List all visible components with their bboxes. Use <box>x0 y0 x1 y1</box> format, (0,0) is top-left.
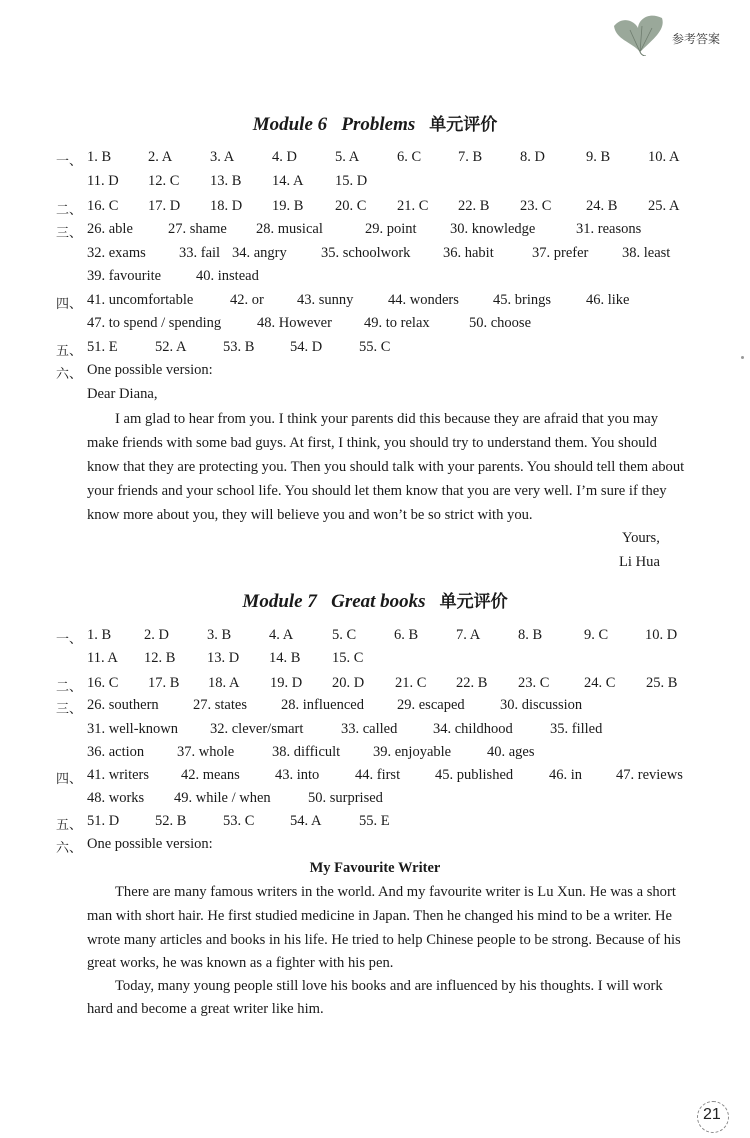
answer-item: 17. B <box>148 675 180 691</box>
answer-item: 45. published <box>435 767 514 783</box>
answer-item: 54. D <box>290 339 323 355</box>
answer-item: 16. C <box>87 675 119 691</box>
answer-item: 55. E <box>359 813 390 829</box>
answer-item: 29. point <box>365 221 417 237</box>
answer-item: 31. reasons <box>576 221 642 237</box>
answer-item: 42. means <box>181 767 240 783</box>
answer-item: 18. A <box>208 675 240 691</box>
module6-title <box>0 110 750 136</box>
answer-item: 22. B <box>456 675 488 691</box>
answer-item: 16. C <box>87 198 119 214</box>
answer-item: 52. B <box>155 813 187 829</box>
answer-item: 11. A <box>87 650 118 666</box>
answer-item: 15. D <box>335 173 368 189</box>
answer-item: 24. C <box>584 675 616 691</box>
answer-item: 1. B <box>87 627 112 643</box>
answer-item: 43. sunny <box>297 292 354 308</box>
answer-item: 31. well-known <box>87 721 179 737</box>
answer-item: 45. brings <box>493 292 551 308</box>
answer-item: 23. C <box>520 198 552 214</box>
answer-item: 39. favourite <box>87 268 162 284</box>
answer-item: 12. C <box>148 173 180 189</box>
answer-item: 30. knowledge <box>450 221 536 237</box>
essay-line: great works, he was known as a fighter with his pen. <box>87 955 394 971</box>
answer-item: 33. fail <box>179 245 221 261</box>
letter-line: know more about you, they will believe you and won’t be so strict with you. <box>87 507 533 523</box>
answer-item: 29. escaped <box>397 697 465 713</box>
answer-item: 49. to relax <box>364 315 430 331</box>
answer-item: 43. into <box>275 767 320 783</box>
answer-item: 48. However <box>257 315 332 331</box>
letter-closing: Yours, <box>622 530 660 546</box>
section-intro: One possible version: <box>87 836 213 852</box>
section-mark: 四、 <box>56 297 83 312</box>
answer-item: 40. ages <box>487 744 535 760</box>
answer-item: 41. writers <box>87 767 150 783</box>
answer-item: 28. influenced <box>281 697 364 713</box>
answer-item: 9. C <box>584 627 609 643</box>
section-mark: 五、 <box>56 818 83 833</box>
letter-line: make friends with some bad guys. At first, I think, you should try to understand them. You should <box>87 435 657 451</box>
answer-item: 27. shame <box>168 221 227 237</box>
module6-title-en: Module 6 Problems <box>252 114 416 135</box>
answer-item: 26. able <box>87 221 133 237</box>
module7-title-cn: 单元评价 <box>439 592 508 612</box>
answer-item: 13. B <box>210 173 242 189</box>
answer-item: 14. B <box>269 650 301 666</box>
section-mark: 三、 <box>56 702 83 717</box>
answer-item: 7. A <box>456 627 481 643</box>
answer-item: 40. instead <box>196 268 259 284</box>
essay-line: There are many famous writers in the world. And my favourite writer is Lu Xun. He was a short <box>115 884 676 900</box>
section-mark: 五、 <box>56 344 83 359</box>
answer-item: 25. B <box>646 675 678 691</box>
module7-title-en: Module 7 Great books <box>242 591 426 612</box>
page-number: 21 <box>703 1106 721 1123</box>
answer-item: 7. B <box>458 149 483 165</box>
answer-item: 50. choose <box>469 315 532 331</box>
module7-title <box>0 587 750 613</box>
answer-item: 17. D <box>148 198 181 214</box>
answer-item: 10. D <box>645 627 678 643</box>
answer-item: 8. D <box>520 149 545 165</box>
answer-item: 8. B <box>518 627 543 643</box>
answer-item: 35. schoolwork <box>321 245 411 261</box>
essay-line: Today, many young people still love his books and are influenced by his thoughts. I will work <box>115 978 663 994</box>
answer-item: 21. C <box>397 198 429 214</box>
answer-item: 4. A <box>269 627 294 643</box>
answer-item: 39. enjoyable <box>373 744 452 760</box>
answer-item: 36. action <box>87 744 145 760</box>
answer-item: 18. D <box>210 198 243 214</box>
letter-line: I am glad to hear from you. I think your parents did this because they are afraid that you may <box>115 411 659 427</box>
answer-item: 55. C <box>359 339 391 355</box>
answer-item: 4. D <box>272 149 297 165</box>
answer-item: 25. A <box>648 198 680 214</box>
answer-item: 26. southern <box>87 697 159 713</box>
answer-item: 21. C <box>395 675 427 691</box>
answer-item: 12. B <box>144 650 176 666</box>
section-mark: 二、 <box>56 203 83 218</box>
answer-item: 36. habit <box>443 245 494 261</box>
essay-line: man with short hair. He first studied medicine in Japan. Then he changed his mind to be a writer. He <box>87 908 672 924</box>
answer-item: 34. angry <box>232 245 287 261</box>
answer-item: 46. like <box>586 292 630 308</box>
answer-item: 11. D <box>87 173 119 189</box>
essay-title: My Favourite Writer <box>309 860 441 876</box>
answer-item: 23. C <box>518 675 550 691</box>
answer-item: 20. C <box>335 198 367 214</box>
answer-item: 50. surprised <box>308 790 383 806</box>
answer-item: 53. C <box>223 813 255 829</box>
answer-item: 30. discussion <box>500 697 583 713</box>
ginkgo-leaf-icon <box>612 12 668 56</box>
section-mark: 四、 <box>56 772 83 787</box>
answer-item: 37. prefer <box>532 245 589 261</box>
answer-item: 34. childhood <box>433 721 513 737</box>
answer-item: 6. C <box>397 149 422 165</box>
answer-item: 2. D <box>144 627 169 643</box>
answer-item: 48. works <box>87 790 145 806</box>
letter-greeting: Dear Diana, <box>87 386 158 402</box>
answer-item: 5. A <box>335 149 360 165</box>
answer-item: 32. clever/smart <box>210 721 304 737</box>
answer-item: 9. B <box>586 149 611 165</box>
header-label: 参考答案 <box>672 32 721 46</box>
answer-item: 44. first <box>355 767 401 783</box>
answer-item: 14. A <box>272 173 304 189</box>
edge-mark <box>741 356 744 359</box>
answer-item: 19. D <box>270 675 303 691</box>
answer-item: 46. in <box>549 767 583 783</box>
letter-signature: Li Hua <box>619 554 660 570</box>
answer-item: 52. A <box>155 339 187 355</box>
answer-item: 33. called <box>341 721 398 737</box>
answer-item: 51. E <box>87 339 118 355</box>
answer-item: 35. filled <box>550 721 603 737</box>
section-mark: 六、 <box>56 841 83 856</box>
answer-item: 47. reviews <box>616 767 683 783</box>
answer-item: 32. exams <box>87 245 146 261</box>
answer-item: 10. A <box>648 149 680 165</box>
essay-line: hard and become a great writer like him. <box>87 1001 324 1017</box>
letter-line: your friends and your school life. You should let them know that you are very well. I’m sure if they <box>87 483 667 499</box>
answer-item: 3. A <box>210 149 235 165</box>
answer-item: 6. B <box>394 627 419 643</box>
answer-item: 51. D <box>87 813 120 829</box>
answer-item: 20. D <box>332 675 365 691</box>
section-mark: 一、 <box>56 632 83 647</box>
answer-item: 54. A <box>290 813 322 829</box>
essay-line: wrote many articles and books in his life. He tried to help Chinese people to be strong. Because of his <box>87 932 681 948</box>
answer-item: 1. B <box>87 149 112 165</box>
answer-item: 13. D <box>207 650 240 666</box>
section-mark: 三、 <box>56 226 83 241</box>
letter-line: know that they are protecting you. Then you should talk with your parents. You should tell them about <box>87 459 685 475</box>
answer-item: 37. whole <box>177 744 235 760</box>
answer-item: 5. C <box>332 627 357 643</box>
answer-item: 15. C <box>332 650 364 666</box>
answer-item: 44. wonders <box>388 292 459 308</box>
answer-item: 24. B <box>586 198 618 214</box>
answer-item: 28. musical <box>256 221 323 237</box>
answer-item: 42. or <box>230 292 264 308</box>
section-intro: One possible version: <box>87 362 213 378</box>
answer-item: 2. A <box>148 149 173 165</box>
answer-item: 27. states <box>193 697 247 713</box>
module6-title-cn: 单元评价 <box>429 115 498 135</box>
answer-item: 19. B <box>272 198 304 214</box>
section-mark: 一、 <box>56 154 83 169</box>
answer-item: 22. B <box>458 198 490 214</box>
answer-item: 38. difficult <box>272 744 341 760</box>
answer-item: 38. least <box>622 245 671 261</box>
answer-item: 41. uncomfortable <box>87 292 194 308</box>
answer-item: 3. B <box>207 627 232 643</box>
section-mark: 六、 <box>56 367 83 382</box>
answer-item: 47. to spend / spending <box>87 315 222 331</box>
section-mark: 二、 <box>56 680 83 695</box>
answer-item: 53. B <box>223 339 255 355</box>
answer-item: 49. while / when <box>174 790 271 806</box>
